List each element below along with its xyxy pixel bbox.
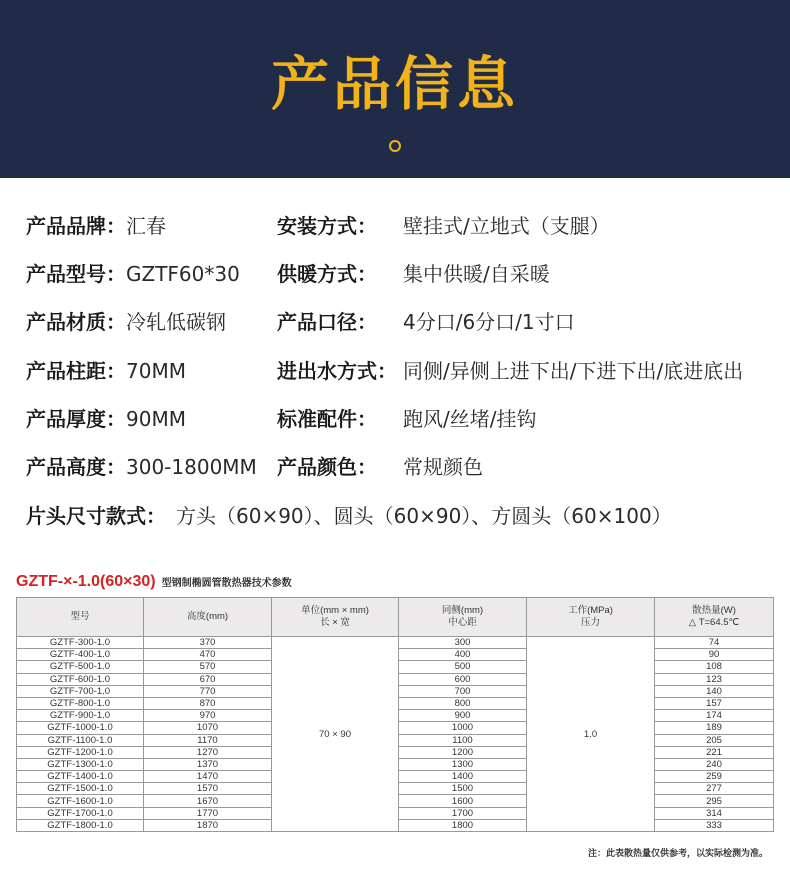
- cell-center: 900: [399, 710, 527, 722]
- cell-height: 1670: [144, 795, 272, 807]
- info-label: 安装方式：: [277, 214, 377, 238]
- cell-center: 600: [399, 673, 527, 685]
- cell-height: 1870: [144, 819, 272, 831]
- circle-icon: [389, 140, 401, 152]
- table-row: [17, 637, 774, 649]
- info-value: 壁挂式/立地式（支腿）: [403, 214, 610, 238]
- header-unit: 单位(mm × mm) 长 × 宽: [272, 598, 399, 637]
- info-label: 产品型号：: [26, 262, 126, 286]
- cell-heat: 221: [655, 746, 774, 758]
- info-label: 产品柱距：: [26, 359, 126, 383]
- cell-model: GZTF-1000-1.0: [17, 722, 144, 734]
- cell-height: 870: [144, 697, 272, 709]
- cell-model: GZTF-1400-1.0: [17, 771, 144, 783]
- info-value: 方头（60×90）、圆头（60×90）、方圆头（60×100）: [176, 504, 672, 528]
- cell-model: GZTF-500-1.0: [17, 661, 144, 673]
- cell-center: 800: [399, 697, 527, 709]
- cell-heat: 90: [655, 649, 774, 661]
- info-label: 产品厚度：: [26, 407, 126, 431]
- cell-heat: 174: [655, 710, 774, 722]
- cell-model: GZTF-1300-1.0: [17, 758, 144, 770]
- cell-model: GZTF-1800-1.0: [17, 819, 144, 831]
- cell-center: 1100: [399, 734, 527, 746]
- header-banner: [0, 0, 790, 178]
- info-value: 汇春: [126, 214, 166, 238]
- cell-center: 1500: [399, 783, 527, 795]
- cell-heat: 240: [655, 758, 774, 770]
- info-value: 300-1800MM: [126, 455, 257, 479]
- cell-height: 970: [144, 710, 272, 722]
- table-title-main: GZTF-×-1.0(60×30): [16, 573, 156, 590]
- info-row: [26, 453, 257, 481]
- cell-center: 700: [399, 685, 527, 697]
- cell-model: GZTF-900-1.0: [17, 710, 144, 722]
- info-label: 产品口径：: [277, 310, 377, 334]
- info-value: 4分口/6分口/1寸口: [403, 310, 575, 334]
- cell-height: 670: [144, 673, 272, 685]
- info-row: [26, 212, 166, 240]
- info-row-right: [277, 308, 575, 336]
- info-row-right: [277, 212, 610, 240]
- info-value: 集中供暖/自采暖: [403, 262, 550, 286]
- header-center: 同侧(mm) 中心距: [399, 598, 527, 637]
- cell-heat: 295: [655, 795, 774, 807]
- cell-heat: 140: [655, 685, 774, 697]
- cell-center: 1800: [399, 819, 527, 831]
- info-label: 产品材质：: [26, 310, 126, 334]
- table-body: [17, 637, 774, 832]
- cell-center: 1700: [399, 807, 527, 819]
- header-model: 型号: [17, 598, 144, 637]
- cell-heat: 259: [655, 771, 774, 783]
- cell-heat: 333: [655, 819, 774, 831]
- info-value: 同侧/异侧上进下出/下进下出/底进底出: [403, 359, 744, 383]
- info-label: 产品高度：: [26, 455, 126, 479]
- cell-height: 370: [144, 637, 272, 649]
- cell-model: GZTF-800-1.0: [17, 697, 144, 709]
- cell-size: 70 × 90: [272, 637, 399, 832]
- header-pressure: 工作(MPa) 压力: [527, 598, 655, 637]
- info-label: 供暖方式：: [277, 262, 377, 286]
- cell-height: 570: [144, 661, 272, 673]
- table-note: 注：此表散热量仅供参考，以实际检测为准。: [587, 849, 768, 859]
- cell-model: GZTF-700-1.0: [17, 685, 144, 697]
- info-label: 片头尺寸款式：: [26, 504, 166, 528]
- cell-heat: 74: [655, 637, 774, 649]
- info-label: 产品品牌：: [26, 214, 126, 238]
- cell-center: 500: [399, 661, 527, 673]
- cell-heat: 157: [655, 697, 774, 709]
- info-row: [26, 357, 186, 385]
- cell-model: GZTF-1100-1.0: [17, 734, 144, 746]
- header-height: 高度(mm): [144, 598, 272, 637]
- table-title-sub: 型钢制椭圆管散热器技术参数: [161, 578, 292, 589]
- cell-model: GZTF-300-1.0: [17, 637, 144, 649]
- cell-heat: 314: [655, 807, 774, 819]
- cell-heat: 108: [655, 661, 774, 673]
- head-style-row: [26, 502, 672, 530]
- spec-table: [16, 597, 774, 832]
- info-label: 进出水方式：: [277, 359, 397, 383]
- cell-heat: 189: [655, 722, 774, 734]
- info-row-right: [277, 357, 744, 385]
- banner-title: 产品信息: [270, 50, 519, 118]
- cell-height: 1370: [144, 758, 272, 770]
- cell-height: 1770: [144, 807, 272, 819]
- info-value: 70MM: [126, 359, 186, 383]
- info-row-right: [277, 260, 550, 288]
- cell-center: 1000: [399, 722, 527, 734]
- cell-center: 1300: [399, 758, 527, 770]
- cell-center: 300: [399, 637, 527, 649]
- cell-center: 400: [399, 649, 527, 661]
- cell-model: GZTF-600-1.0: [17, 673, 144, 685]
- cell-model: GZTF-1700-1.0: [17, 807, 144, 819]
- cell-heat: 205: [655, 734, 774, 746]
- cell-height: 470: [144, 649, 272, 661]
- info-label: 标准配件：: [277, 407, 377, 431]
- cell-height: 1270: [144, 746, 272, 758]
- info-row-right: [277, 405, 537, 433]
- cell-center: 1400: [399, 771, 527, 783]
- info-row: [26, 260, 240, 288]
- info-value: GZTF60*30: [126, 262, 240, 286]
- cell-model: GZTF-1200-1.0: [17, 746, 144, 758]
- cell-height: 1070: [144, 722, 272, 734]
- cell-pressure: 1.0: [527, 637, 655, 832]
- info-row-right: [277, 453, 483, 481]
- cell-model: GZTF-1500-1.0: [17, 783, 144, 795]
- table-header-row: [17, 598, 774, 637]
- table-title: [16, 571, 292, 591]
- cell-model: GZTF-400-1.0: [17, 649, 144, 661]
- info-row: [26, 405, 186, 433]
- info-value: 冷轧低碳钢: [126, 310, 226, 334]
- info-value: 常规颜色: [403, 455, 483, 479]
- cell-center: 1200: [399, 746, 527, 758]
- info-row: [26, 308, 226, 336]
- info-value: 90MM: [126, 407, 186, 431]
- cell-center: 1600: [399, 795, 527, 807]
- header-heat: 散热量(W) △ T=64.5℃: [655, 598, 774, 637]
- cell-height: 1470: [144, 771, 272, 783]
- info-label: 产品颜色：: [277, 455, 377, 479]
- cell-height: 1170: [144, 734, 272, 746]
- cell-model: GZTF-1600-1.0: [17, 795, 144, 807]
- info-value: 跑风/丝堵/挂钩: [403, 407, 537, 431]
- cell-height: 770: [144, 685, 272, 697]
- cell-heat: 277: [655, 783, 774, 795]
- cell-height: 1570: [144, 783, 272, 795]
- cell-heat: 123: [655, 673, 774, 685]
